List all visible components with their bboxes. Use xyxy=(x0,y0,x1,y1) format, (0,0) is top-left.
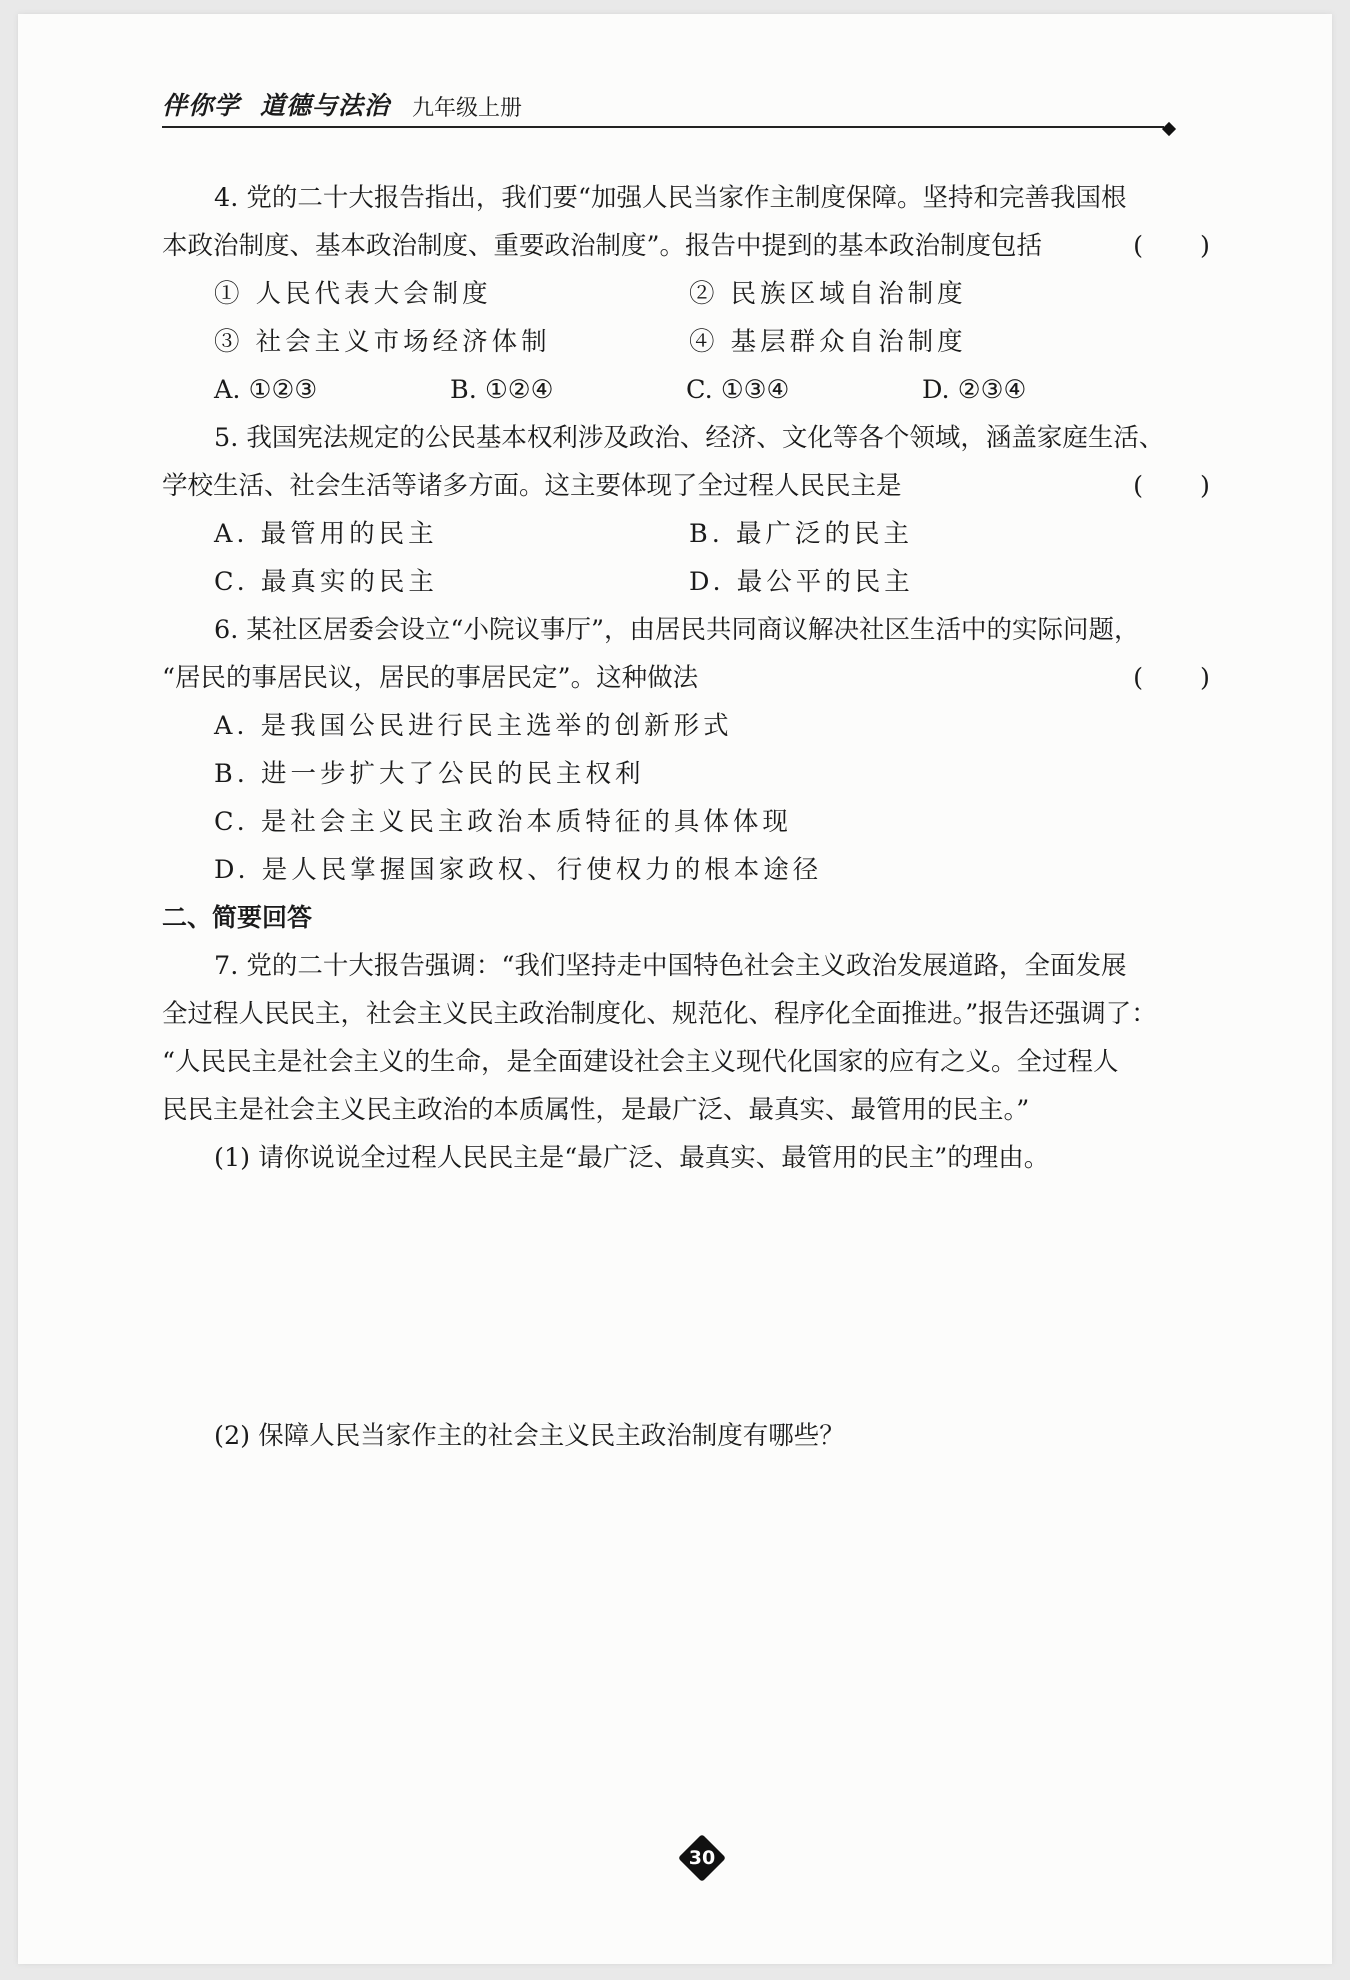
series-title: 伴你学 xyxy=(162,91,241,120)
q5-option-a[interactable]: A. 最管用的民主 xyxy=(214,519,438,549)
q6-option-b[interactable]: B. 进一步扩大了公民的民主权利 xyxy=(214,759,645,789)
q4-options-row xyxy=(162,366,1212,414)
q4-items-row2 xyxy=(162,318,1212,366)
q5-options-row2 xyxy=(162,558,1212,606)
q4-item-3: ③ 社会主义市场经济体制 xyxy=(214,327,551,357)
q7-stem-line2: 全过程人民民主，社会主义民主政治制度化、规范化、程序化全面推进。”报告还强调了： xyxy=(162,999,1157,1029)
q4-item-2: ② 民族区域自治制度 xyxy=(689,279,967,309)
q7-stem-line4: 民民主是社会主义民主政治的本质属性，是最广泛、最真实、最管用的民主。” xyxy=(162,1095,1030,1125)
q4-option-d[interactable]: D. ②③④ xyxy=(922,375,1027,405)
q4-option-b[interactable]: B. ①②④ xyxy=(450,375,554,405)
q6-option-c[interactable]: C. 是社会主义民主政治本质特征的具体体现 xyxy=(214,807,792,837)
q5-answer-bracket[interactable]: ( ) xyxy=(1133,471,1212,501)
q4-stem-line2 xyxy=(162,222,1212,270)
workbook-page xyxy=(18,14,1332,1964)
q4-stem-line1: 4. 党的二十大报告指出，我们要“加强人民当家作主制度保障。坚持和完善我国根 xyxy=(214,183,1127,213)
q7-answer-area-1[interactable] xyxy=(162,1182,1212,1412)
diamond-icon xyxy=(1162,122,1176,136)
q7-subquestion-1: (1) 请你说说全过程人民民主是“最广泛、最真实、最管用的民主”的理由。 xyxy=(214,1143,1050,1173)
q7-stem-line1: 7. 党的二十大报告强调：“我们坚持走中国特色社会主义政治发展道路，全面发展 xyxy=(214,951,1127,981)
grade-label: 九年级上册 xyxy=(412,96,523,121)
q6-option-d[interactable]: D. 是人民掌握国家政权、行使权力的根本途径 xyxy=(214,855,823,885)
q6-stem-line2 xyxy=(162,654,1212,702)
q4-option-c[interactable]: C. ①③④ xyxy=(686,375,790,405)
q4-item-4: ④ 基层群众自治制度 xyxy=(689,327,967,357)
q6-option-a[interactable]: A. 是我国公民进行民主选举的创新形式 xyxy=(214,711,733,741)
q5-option-d[interactable]: D. 最公平的民主 xyxy=(689,567,914,597)
q5-option-b[interactable]: B. 最广泛的民主 xyxy=(689,519,913,549)
q4-item-1: ① 人民代表大会制度 xyxy=(214,279,492,309)
q5-stem-line1: 5. 我国宪法规定的公民基本权利涉及政治、经济、文化等各个领域，涵盖家庭生活、 xyxy=(214,423,1165,453)
page-number-badge xyxy=(680,1836,724,1880)
subject-title: 道德与法治 xyxy=(260,91,391,120)
q5-options-row1 xyxy=(162,510,1212,558)
q5-stem-line2 xyxy=(162,462,1212,510)
q6-answer-bracket[interactable]: ( ) xyxy=(1133,663,1212,693)
page-header xyxy=(162,82,1164,128)
q5-stem-text: 学校生活、社会生活等诸多方面。这主要体现了全过程人民民主是 xyxy=(162,471,902,501)
q7-stem-line3: “人民民主是社会主义的生命，是全面建设社会主义现代化国家的应有之义。全过程人 xyxy=(162,1047,1119,1077)
q4-items-row1 xyxy=(162,270,1212,318)
q5-option-c[interactable]: C. 最真实的民主 xyxy=(214,567,438,597)
q4-option-a[interactable]: A. ①②③ xyxy=(214,375,318,405)
q6-stem-text: “居民的事居民议，居民的事居民定”。这种做法 xyxy=(162,663,699,693)
section-heading: 二、简要回答 xyxy=(162,903,313,932)
page-number: 30 xyxy=(688,1847,716,1869)
q7-answer-area-2[interactable] xyxy=(162,1460,1212,1690)
q7-subquestion-2: (2) 保障人民当家作主的社会主义民主政治制度有哪些？ xyxy=(214,1421,845,1451)
q4-answer-bracket[interactable]: ( ) xyxy=(1133,231,1212,261)
exercise-content xyxy=(162,174,1212,1690)
q4-stem-text: 本政治制度、基本政治制度、重要政治制度”。报告中提到的基本政治制度包括 xyxy=(162,231,1043,261)
q6-stem-line1: 6. 某社区居委会设立“小院议事厅”，由居民共同商议解决社区生活中的实际问题， xyxy=(214,615,1140,645)
